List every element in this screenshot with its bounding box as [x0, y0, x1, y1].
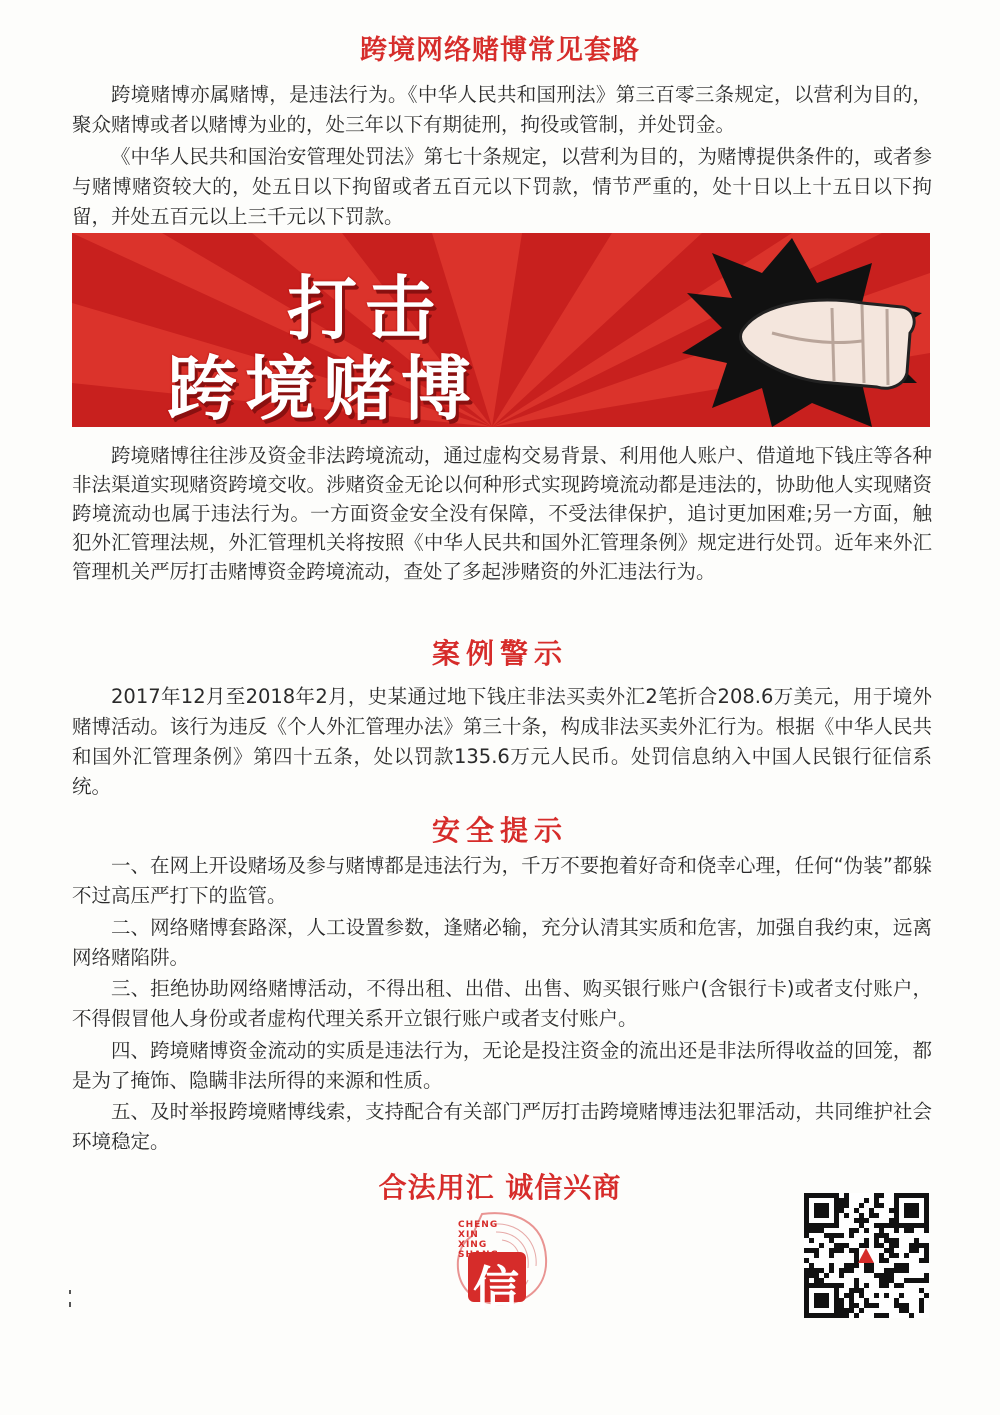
case-heading: 案例警示 [431, 637, 568, 670]
main-heading: 跨境网络赌博常见套路 [360, 35, 640, 66]
safety-item-1: 一、在网上开设赌场及参与赌博都是违法行为，千万不要抱着好奇和侥幸心理，任何“伪装”都躲不过高压严打下的监管。 [72, 854, 932, 907]
integrity-seal-logo [452, 1210, 548, 1315]
safety-item-5: 五、及时举报跨境赌博线索，支持配合有关部门严厉打击跨境赌博违法犯罪活动，共同维护社会环境稳定。 [72, 1100, 932, 1153]
case-paragraph: 2017年12月至2018年2月，史某通过地下钱庄非法买卖外汇2笔折合208.6万美元，用于境外赌博活动。该行为违反《个人外汇管理办法》第三十条，构成非法买卖外汇行为。根据《中华人民共和国外汇管理条例》第四十五条，处以罚款135.6万元人民币。处罚信息纳入中国人民银行征信系统。 [72, 685, 932, 798]
seal-lettering: CHENG XIN XING SHANG [458, 1220, 499, 1260]
safety-item-3: 三、拒绝协助网络赌博活动，不得出租、出借、出售、购买银行账户(含银行卡)或者支付账户，不得假冒他人身份或者虚构代理关系开立银行账户或者支付账户。 [72, 977, 932, 1030]
safety-item-4: 四、跨境赌博资金流动的实质是违法行为，无论是投注资金的流出还是非法所得收益的回笼，都是为了掩饰、隐瞒非法所得的来源和性质。 [72, 1039, 932, 1092]
safety-heading: 安全提示 [431, 814, 568, 847]
intro-paragraph-criminal-law: 跨境赌博亦属赌博，是违法行为。《中华人民共和国刑法》第三百零三条规定，以营利为目的，聚众赌博或者以赌博为业的，处三年以下有期徒刑，拘役或管制，并处罚金。 [72, 83, 932, 136]
banner-line-crackdown: 打击 [287, 268, 443, 350]
crackdown-banner [72, 233, 930, 427]
slogan: 合法用汇 诚信兴商 [378, 1171, 622, 1204]
scan-speck [68, 1290, 72, 1308]
seal-character: 信 [473, 1261, 519, 1315]
banner-line-cross-border-gambling: 跨境赌博 [167, 348, 479, 427]
body-paragraph: 跨境赌博往往涉及资金非法跨境流动，通过虚构交易背景、利用他人账户、借道地下钱庄等各种非法渠道实现赌资跨境交收。涉赌资金无论以何种形式实现跨境流动都是违法的，协助他人实现赌资跨境流动也属于违法行为。一方面资金安全没有保障，不受法律保护，追讨更加困难;另一方面，触犯外汇管理法规，外汇管理机关将按照《中华人民共和国外汇管理条例》规定进行处罚。近年来外汇管理机关严厉打击赌博资金跨境流动，查处了多起涉赌资的外汇违法行为。 [72, 444, 932, 583]
intro-paragraph-security-law: 《中华人民共和国治安管理处罚法》第七十条规定，以营利为目的，为赌博提供条件的，或者参与赌博赌资较大的，处五日以下拘留或者五百元以下罚款，情节严重的，处十日以上十五日以下拘留，并处五百元以上三千元以下罚款。 [72, 145, 932, 228]
qr-code-icon[interactable] [804, 1193, 929, 1318]
safety-item-2: 二、网络赌博套路深，人工设置参数，逢赌必输，充分认清其实质和危害，加强自我约束，远离网络赌陷阱。 [72, 916, 932, 969]
